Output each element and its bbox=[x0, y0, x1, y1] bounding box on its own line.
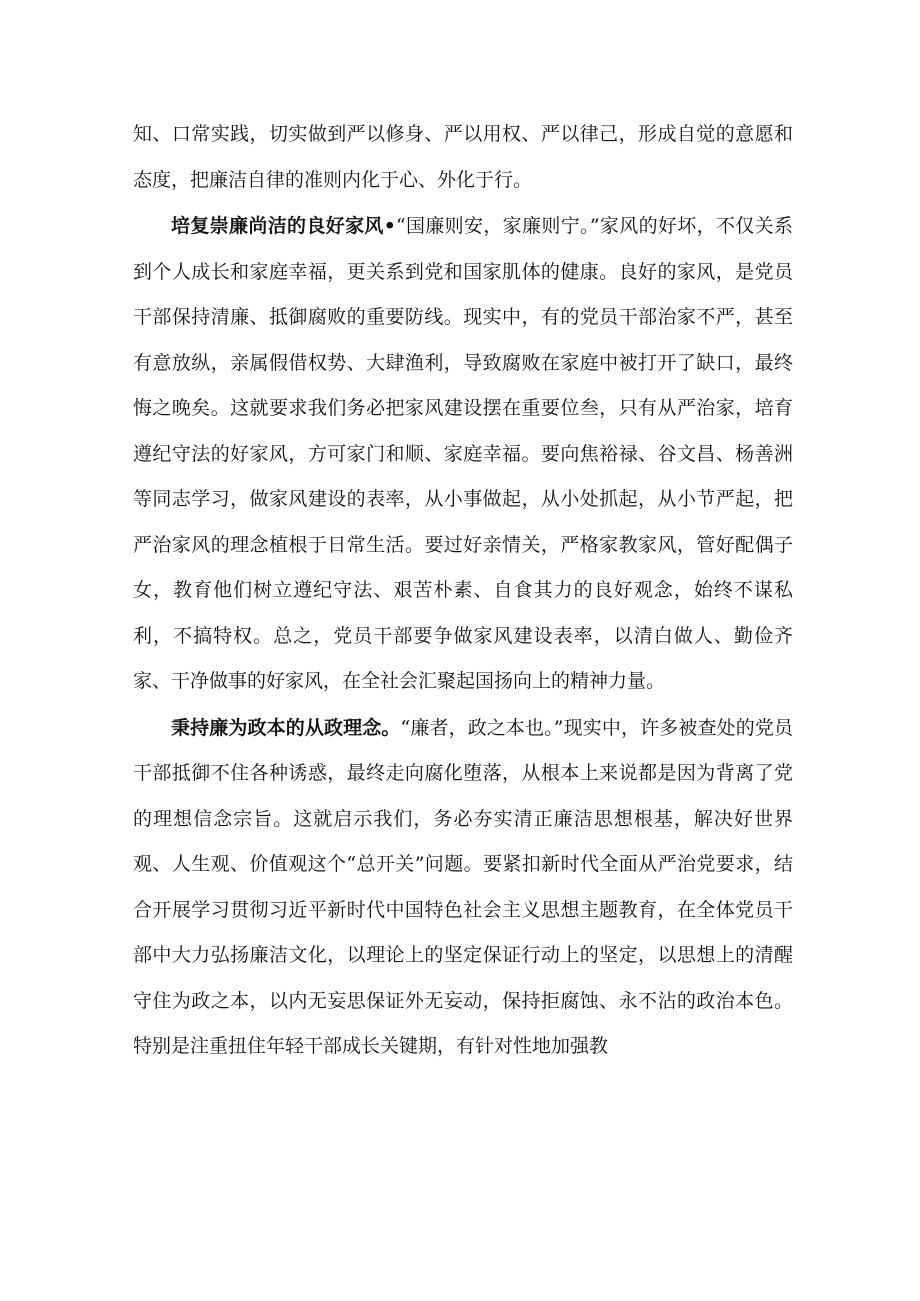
paragraph-continuation bbox=[133, 112, 793, 203]
paragraph-text: 知、口常实践，切实做到严以修身、严以用权、严以律己，形成自觉的意愿和态度，把廉洁自律的准则内化于心、外化于行。 bbox=[133, 123, 793, 191]
paragraph-heading: 秉持廉为政本的从政理念。 bbox=[171, 716, 401, 739]
paragraph-text: “廉者，政之本也。”现实中，许多被查处的党员干部抵御不住各种诱惑，最终走向腐化堕落，从根本上来说都是因为背离了党的理想信念宗旨。这就启示我们，务必夯实清正廉洁思想根基，解决好世界观、人生观、价值观这个“总开关”问题。要紧扣新时代全面从严治党要求，结合开展学习贯彻习近平新时代中国特色社会主义思想主题教育，在全体党员干部中大力弘扬廉洁文化，以理论上的坚定保证行动上的坚定，以思想上的清醒守住为政之本，以内无妄思保证外无妄动，保持拒腐蚀、永不沾的政治本色。特别是注重扭住年轻干部成长关键期，有针对性地加强教 bbox=[133, 716, 793, 1057]
paragraph-text: “国廉则安，家廉则宁。”家风的好坏，不仅关系到个人成长和家庭幸福，更关系到党和国家肌体的健康。良好的家风，是党员干部保持清廉、抵御腐败的重要防线。现实中，有的党员干部治家不严，甚至有意放纵，亲属假借权势、大肆渔利，导致腐败在家庭中被打开了缺口，最终悔之晚矣。这就要求我们务必把家风建设摆在重要位叁，只有从严治家，培育遵纪守法的好家风，方可家门和顺、家庭幸福。要向焦裕禄、谷文昌、杨善洲等同志学习，做家风建设的表率，从小事做起，从小处抓起，从小节严起，把严治家风的理念植根于日常生活。要过好亲情关，严格家教家风，管好配偶子女，教育他们树立遵纪守法、艰苦朴素、自食其力的良好观念，始终不谋私利，不搞特权。总之，党员干部要争做家风建设表率，以清白做人、勤俭齐家、干净做事的好家风，在全社会汇聚起国扬向上的精神力量。 bbox=[133, 215, 793, 692]
paragraph-family-style bbox=[133, 204, 793, 705]
paragraph-heading: 培复崇廉尚洁的良好家风• bbox=[171, 215, 396, 237]
paragraph-governance-concept bbox=[133, 706, 793, 1070]
document-page bbox=[133, 112, 793, 1070]
